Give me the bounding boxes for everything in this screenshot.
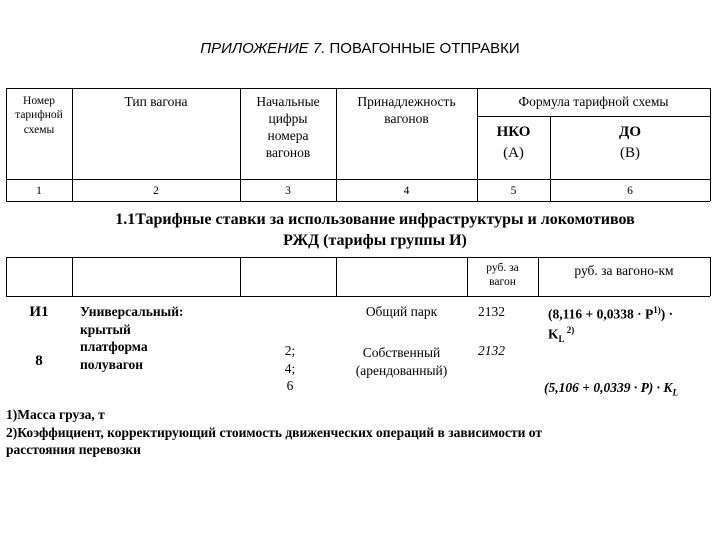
footnote-2-cont: расстояния перевозки xyxy=(6,442,141,458)
scheme-code: И1 xyxy=(29,304,49,320)
unit-per-wagon: руб. за вагон xyxy=(486,262,519,289)
footnote-1: 1)Масса груза, т xyxy=(6,407,105,422)
header-nko: НКО (А) xyxy=(496,124,531,161)
col-line-6 xyxy=(710,88,711,201)
do-formula-general: $(8,116 + 0,0338 \cdot P^{1)})$ · $K_L$ $^{2)}$ xyxy=(548,305,674,344)
unit-line-2 xyxy=(240,257,241,296)
col-number-3: 3 xyxy=(285,185,291,197)
unit-line-3 xyxy=(336,257,337,296)
col-number-4: 4 xyxy=(403,185,410,197)
units-bottom-line xyxy=(6,296,710,297)
numbers-bottom-line xyxy=(6,201,710,202)
table-top-line xyxy=(6,88,710,89)
header-start-digits: Начальные цифры номера вагонов xyxy=(256,94,320,160)
nko-rate-general: 2132 xyxy=(478,304,505,319)
unit-per-wagon-km: руб. за вагоно-км xyxy=(574,263,674,278)
col-number-1: 1 xyxy=(36,185,42,197)
footnote-2: 2)Коэффициент, корректирующий стоимость движенческих операций в зависимости от xyxy=(6,424,542,440)
col-number-2: 2 xyxy=(153,185,159,197)
ownership-own-leased: Собственный (арендованный) xyxy=(355,345,448,378)
col-number-5: 5 xyxy=(510,185,517,197)
header-formula: Формула тарифной схемы xyxy=(518,94,669,109)
section-title: 1.1Тарифные ставки за использование инфраструктуры и локомотивов РЖД (тарифы группы И) xyxy=(115,211,635,249)
header-do: ДО (В) xyxy=(619,124,641,161)
unit-line-1 xyxy=(72,257,73,296)
page-title xyxy=(0,40,720,57)
wagon-start-digits: 2; 4; 6 xyxy=(284,343,296,394)
header-ownership: Принадлежность вагонов xyxy=(357,94,456,126)
formula-sub-line xyxy=(477,116,710,117)
scheme-number: 8 xyxy=(35,353,43,369)
wagon-types-list: Универсальный: крытый платформа полувагон xyxy=(80,304,184,372)
title-rest: ПОВАГОННЫЕ ОТПРАВКИ xyxy=(325,40,520,57)
footnotes xyxy=(6,406,706,459)
do-formula-own: $(5,106 + 0,0339 \cdot P) \cdot K_L$ xyxy=(544,380,678,398)
unit-line-6 xyxy=(710,257,711,296)
header-bottom-line xyxy=(6,179,710,180)
section-bottom-line xyxy=(6,257,710,258)
header-wagon-type: Тип вагона xyxy=(124,94,188,109)
header-scheme-number: Номер тарифной схемы xyxy=(15,95,63,136)
col-number-6: 6 xyxy=(627,185,633,197)
nko-rate-own: 2132 xyxy=(478,343,505,358)
unit-line-0 xyxy=(6,257,7,296)
ownership-general-fleet: Общий парк xyxy=(365,304,438,319)
title-appendix: ПРИЛОЖЕНИЕ 7. xyxy=(200,40,326,57)
